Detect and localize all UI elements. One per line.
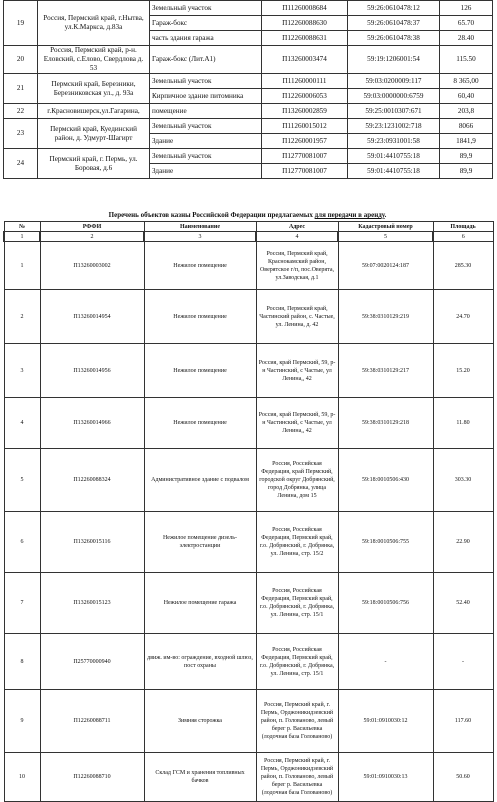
area-cell: 89,9 [440,164,493,179]
address-cell: Россия, Пермский край, г.Нытва, ул.К.Маркса, д.83а [38,1,150,46]
rfi-cell: П12260088324 [40,449,144,512]
cadastral-cell: 59:19:1206001:54 [348,46,440,74]
table-row [4,753,493,802]
table-row [4,74,493,89]
column-number: 4 [256,232,338,242]
cadastral-cell: 59:23:1231002:718 [348,119,440,134]
rfi-cell: П12770081007 [262,149,348,164]
table-row [4,634,493,690]
table-row [4,690,493,753]
table-row [4,449,493,512]
cadastral-cell: 59:03:0000000:6759 [348,89,440,104]
area-cell: 117.60 [433,690,493,753]
header-cell-name: Наименование [144,222,256,232]
cadastral-cell: 59:18:0010506:755 [338,512,433,573]
rfi-cell: П12260006053 [262,89,348,104]
area-cell: 285.30 [433,242,493,290]
rfi-cell: П12260088630 [262,16,348,31]
address-cell: Россия, Пермский край, Краснокамский район, Оверятское г/п, пос.Оверята, ул.Заводская, д.1 [256,242,338,290]
lease-objects-table [3,221,494,802]
address-cell: Россия, край Пермский, 59, р-н Частинский, с Частые, ул Ленина,, 42 [256,344,338,398]
name-cell: Здание [150,134,262,149]
table-row [4,573,493,634]
rfi-cell: П12260088631 [262,31,348,46]
row-number-cell: 24 [4,149,38,179]
column-number: 1 [4,232,40,242]
cadastral-cell: 59:26:0610478:12 [348,1,440,16]
header-cell-address: Адрес [256,222,338,232]
rfi-cell: П12260001957 [262,134,348,149]
area-cell: 60,40 [440,89,493,104]
row-number-cell: 6 [4,512,40,573]
rfi-cell: П12260088710 [40,753,144,802]
name-cell: помещение [150,104,262,119]
name-cell: Земельный участок [150,119,262,134]
name-cell: Земельный участок [150,1,262,16]
area-cell: 115.50 [440,46,493,74]
column-number-row [4,232,493,242]
table-row [4,119,493,134]
area-cell: 24.70 [433,290,493,344]
table-row [4,1,493,16]
area-cell: 203,8 [440,104,493,119]
name-cell: Нежилое помещение [144,242,256,290]
row-number-cell: 21 [4,74,38,104]
row-number-cell: 10 [4,753,40,802]
table-row [4,344,493,398]
row-number-cell: 20 [4,46,38,74]
name-cell: Нежилое помещение дизель-электростанции [144,512,256,573]
rfi-cell: П13260014956 [40,344,144,398]
area-cell: 89,9 [440,149,493,164]
cadastral-cell: 59:26:0610478:37 [348,16,440,31]
address-cell: г.Красновишерск,ул.Гагарина, [38,104,150,119]
address-cell: Россия, Российская Федерация, Пермский край, г.о. Добрянский, г. Добрянка, ул. Ленина, стр. 15/1 [256,634,338,690]
name-cell: Административное здание с подвалом [144,449,256,512]
header-cell-rfi: РФФИ [40,222,144,232]
row-number-cell: 8 [4,634,40,690]
name-cell: Нежилое помещение [144,398,256,449]
table-row [4,104,493,119]
rfi-cell: П13260015123 [40,573,144,634]
row-number-cell: 19 [4,1,38,46]
row-number-cell: 22 [4,104,38,119]
row-number-cell: 2 [4,290,40,344]
name-cell: движ. им-во: ограждение, входной шлюз, пост охраны [144,634,256,690]
cadastral-cell: 59:23:0931001:58 [348,134,440,149]
header-row [4,222,493,232]
cadastral-cell: 59:01:0910030:12 [338,690,433,753]
area-cell: 11.80 [433,398,493,449]
address-cell: Россия, Пермский край, р-н. Еловский, с.Елово, Свердлова д. 53 [38,46,150,74]
rfi-cell: П13260002859 [262,104,348,119]
name-cell: Нежилое помещение [144,344,256,398]
row-number-cell: 1 [4,242,40,290]
rfi-cell: П12770081007 [262,164,348,179]
name-cell: Земельный участок [150,149,262,164]
table-row [4,242,493,290]
address-cell: Россия, Российская Федерация, Пермский край, г.о. Добрянский, г. Добрянка, ул. Ленина, стр. 15/2 [256,512,338,573]
area-cell: 65.70 [440,16,493,31]
name-cell: часть здания гаража [150,31,262,46]
table-row [4,398,493,449]
rfi-cell: П11260008684 [262,1,348,16]
name-cell: Склад ГСМ и хранения топливных бачков [144,753,256,802]
cadastral-cell: 59:01:0910030:13 [338,753,433,802]
rfi-cell: П11260000111 [262,74,348,89]
cadastral-cell: 59:01:4410755:18 [348,164,440,179]
row-number-cell: 7 [4,573,40,634]
cadastral-cell: 59:07:0020124:187 [338,242,433,290]
row-number-cell: 9 [4,690,40,753]
cadastral-cell: 59:38:0310129:217 [338,344,433,398]
row-number-cell: 23 [4,119,38,149]
header-cell-number: № [4,222,40,232]
area-cell: 303.30 [433,449,493,512]
name-cell: Здание [150,164,262,179]
address-cell: Пермский край, Куединский район, д. Удмурт-Шагирт [38,119,150,149]
cadastral-cell: 59:38:0310129:218 [338,398,433,449]
table-row [4,46,493,74]
area-cell: 22.90 [433,512,493,573]
cadastral-cell: 59:18:0010506:756 [338,573,433,634]
name-cell: Земельный участок [150,74,262,89]
address-cell: Россия, Российская Федерация, Пермский край, г.о. Добрянский, г. Добрянка, ул. Ленина, стр. 15/1 [256,573,338,634]
header-cell-area: Площадь [433,222,493,232]
row-number-cell: 4 [4,398,40,449]
column-number: 3 [144,232,256,242]
address-cell: Россия, край Пермский, 59, р-н Частинский, с Частые, ул Ленина,, 42 [256,398,338,449]
rfi-cell: П13260003002 [40,242,144,290]
name-cell: Зимняя сторожка [144,690,256,753]
header-cell-cadastral: Кадастровый номер [338,222,433,232]
area-cell: 1841,9 [440,134,493,149]
table-row [4,512,493,573]
rfi-cell: П11260015012 [262,119,348,134]
rfi-cell: П25770000940 [40,634,144,690]
rfi-cell: П13260014954 [40,290,144,344]
row-number-cell: 3 [4,344,40,398]
address-cell: Россия, Пермский край, г. Пермь, Орджоникидзевский район, п. Голованово, левый берег р. Васильевка (лодочная база Голованово) [256,753,338,802]
column-number: 5 [338,232,433,242]
section-title: Перечень объектов казны Российской Федерации предлагаемых для передачи в аренду. [108,211,387,219]
area-cell: 8 365,00 [440,74,493,89]
name-cell: Нежилое помещение гаража [144,573,256,634]
cadastral-cell: 59:25:0010307:671 [348,104,440,119]
cadastral-cell: 59:38:0310129:219 [338,290,433,344]
name-cell: Кирпичное здание питомника [150,89,262,104]
name-cell: Нежилое помещение [144,290,256,344]
address-cell: Пермский край, г. Пермь, ул. Боровая, д.6 [38,149,150,179]
area-cell: 50.60 [433,753,493,802]
column-number: 6 [433,232,493,242]
rfi-cell: П12260088711 [40,690,144,753]
address-cell: Россия, Пермский край, г. Пермь, Орджоникидзевский район, п. Голованово, левый берег р. Васильевка (лодочная база Голованово) [256,690,338,753]
rfi-cell: П13260015116 [40,512,144,573]
cadastral-cell: 59:26:0610478:38 [348,31,440,46]
area-cell: 28.40 [440,31,493,46]
continued-objects-table [3,0,493,179]
row-number-cell: 5 [4,449,40,512]
address-cell: Россия, Пермский край, Частинский район, с. Частые, ул. Ленина, д. 42 [256,290,338,344]
area-cell: 8066 [440,119,493,134]
rfi-cell: П13260003474 [262,46,348,74]
cadastral-cell: 59:03:0200009:117 [348,74,440,89]
cadastral-cell: 59:01:4410755:18 [348,149,440,164]
name-cell: Гараж-бокс [150,16,262,31]
table-row [4,149,493,164]
rfi-cell: П13260014966 [40,398,144,449]
column-number: 2 [40,232,144,242]
area-cell: 126 [440,1,493,16]
area-cell: 15.20 [433,344,493,398]
address-cell: Пермский край, Березники, Березниковская ул., д. 93а [38,74,150,104]
cadastral-cell: - [338,634,433,690]
cadastral-cell: 59:18:0010506:430 [338,449,433,512]
area-cell: - [433,634,493,690]
table-row [4,290,493,344]
name-cell: Гараж-бокс (Лит.А1) [150,46,262,74]
area-cell: 52.40 [433,573,493,634]
address-cell: Россия, Российская Федерация, край Пермский, городской округ Добрянский, город Добрянка, улица Ленина, дом 15 [256,449,338,512]
